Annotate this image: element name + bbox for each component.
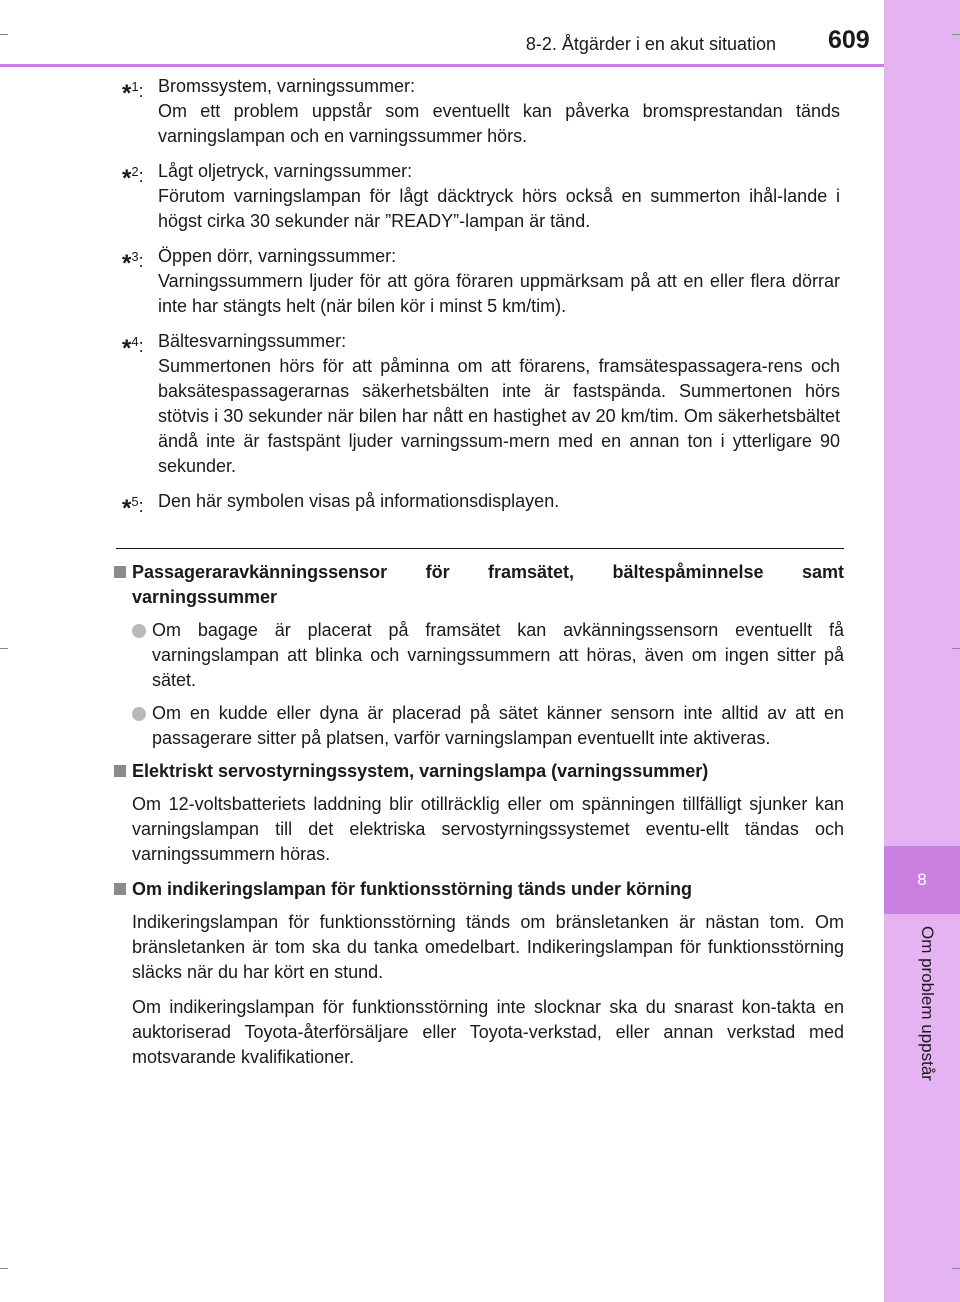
footnote-marker: *$^4$:: [122, 334, 144, 362]
footnote: [122, 159, 840, 234]
crop-mark: [0, 1268, 8, 1269]
crop-mark: [0, 34, 8, 35]
footnote: [122, 329, 840, 479]
footnote-marker: *$^5$:: [122, 494, 144, 522]
footnote-title: Öppen dörr, varningssummer:: [158, 246, 397, 266]
bullet-item: Om en kudde eller dyna är placerad på sätet känner sensorn inte alltid av att en passagerare sitter på platsen, varför varningslampan eventuellt inte aktiveras.: [112, 701, 844, 751]
footnote-list: [122, 74, 840, 524]
square-bullet-icon: [114, 883, 126, 895]
footnote: [122, 74, 840, 149]
page-header: [0, 0, 884, 66]
footnote-title: Bromssystem, varningssummer:: [158, 76, 416, 96]
main-content: [112, 560, 844, 1080]
footnote: [122, 244, 840, 319]
footnote-marker: *$^1$:: [122, 79, 144, 107]
round-bullet-icon: [132, 707, 146, 721]
crop-mark: [0, 648, 8, 649]
footnote-title: Den här symbolen visas på informationsdisplayen.: [158, 491, 560, 511]
crop-mark: [952, 648, 960, 649]
footnote-marker: *$^3$:: [122, 249, 144, 277]
footnote-text: Om ett problem uppstår som eventuellt kan påverka bromsprestandan tänds varningslampan och en varningssummer hörs.: [158, 101, 840, 146]
section-heading: Om indikeringslampan för funktionsstörning tänds under körning: [112, 877, 844, 902]
bullet-item: Om bagage är placerat på framsätet kan avkänningssensorn eventuellt få varningslampan att blinka och varningssummern att höras, även om ingen sitter på sätet.: [112, 618, 844, 693]
chapter-number-tab[interactable]: 8: [884, 846, 960, 914]
square-bullet-icon: [114, 765, 126, 777]
footnote-text: Förutom varningslampan för lågt däcktryck hörs också en summerton ihål-lande i högst cirka 30 sekunder när ”READY”-lampan är tänd.: [158, 186, 840, 231]
footnote: [122, 489, 840, 522]
round-bullet-icon: [132, 624, 146, 638]
footnote-title: Bältesvarningssummer:: [158, 331, 347, 351]
section-heading: Passageraravkänningssensor för framsätet, bältespåminnelse samt varningssummer: [112, 560, 844, 610]
chapter-title: Om problem uppstår: [918, 926, 937, 1081]
footnote-marker: *$^2$:: [122, 164, 144, 192]
crop-mark: [952, 1268, 960, 1269]
crop-mark: [952, 34, 960, 35]
page-number: 609: [828, 26, 870, 54]
header-rule: [0, 64, 884, 67]
section-heading: Elektriskt servostyrningssystem, varningslampa (varningssummer): [112, 759, 844, 784]
paragraph: Indikeringslampan för funktionsstörning tänds om bränsletanken är nästan tom. Om bränsletanken är tom ska du tanka omedelbart. Indikeringslampan för funktionsstörning släcks när du har kört en stund.: [132, 912, 844, 982]
footnote-text: Varningssummern ljuder för att göra föraren uppmärksam på att en eller flera dörrar inte har stängts helt (när bilen kör i minst 5 km/tim).: [158, 271, 840, 316]
section-title: 8-2. Åtgärder i en akut situation: [525, 34, 776, 54]
section-divider: [116, 548, 844, 549]
paragraph: Om indikeringslampan för funktionsstörning inte slocknar ska du snarast kon-takta en auktoriserad Toyota-återförsäljare eller Toyota-verkstad, eller annan verkstad med motsvarande kvalifikationer.: [132, 997, 844, 1067]
footnote-title: Lågt oljetryck, varningssummer:: [158, 161, 413, 181]
paragraph: Om 12-voltsbatteriets laddning blir otillräcklig eller om spänningen tillfälligt sjunker kan varningslampan till det elektriska servostyrningssystemet eventu-ellt tändas och varningssummern höras.: [132, 794, 844, 864]
footnote-text: Summertonen hörs för att påminna om att förarens, framsätespassagera-rens och baksätespassagerarnas säkerhetsbälten inte är fastspända. Summertonen hörs stötvis i 30 sekunder när bilen har nått en hastighet av 20 km/tim. Om säkerhetsbältet ändå inte är fastspänt ljuder varningssum-mern med en annan ton i ytterligare 90 sekunder.: [158, 356, 840, 476]
square-bullet-icon: [114, 566, 126, 578]
